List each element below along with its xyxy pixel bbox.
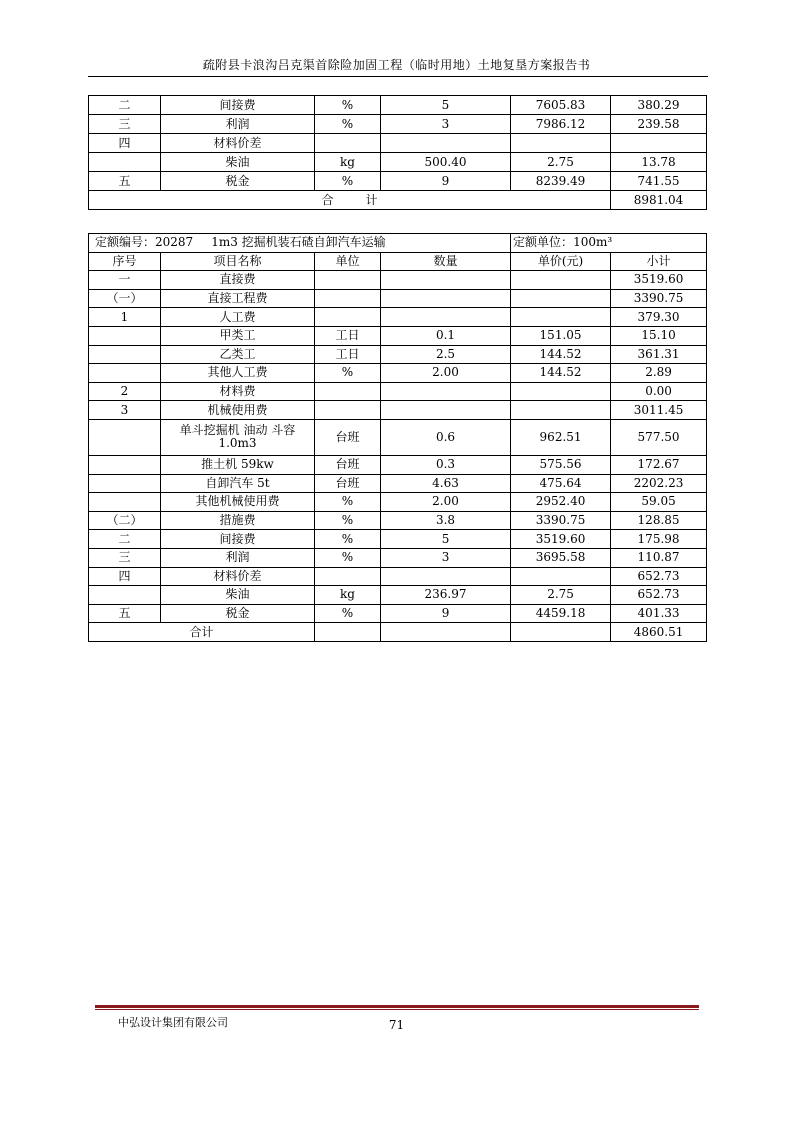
header-name: 项目名称 xyxy=(161,252,315,271)
cell-name: 单斗挖掘机 油动 斗容 1.0m3 xyxy=(161,419,315,455)
cell-qty: 5 xyxy=(381,96,511,115)
table-row xyxy=(89,326,707,345)
total-empty-qty xyxy=(381,623,511,642)
cell-name: 甲类工 xyxy=(161,326,315,345)
table-row xyxy=(89,511,707,530)
cell-subtotal: 110.87 xyxy=(611,548,707,567)
cell-name: 机械使用费 xyxy=(161,401,315,420)
table-row xyxy=(89,96,707,115)
cell-unit: % xyxy=(315,96,381,115)
cell-price: 151.05 xyxy=(511,326,611,345)
cell-seq: 三 xyxy=(89,115,161,134)
header-price: 单价(元) xyxy=(511,252,611,271)
cell-unit: % xyxy=(315,364,381,383)
cell-unit xyxy=(315,382,381,401)
cell-seq xyxy=(89,326,161,345)
cell-seq xyxy=(89,419,161,455)
cell-subtotal: 741.55 xyxy=(611,172,707,191)
cell-unit: 台班 xyxy=(315,474,381,493)
table-header-row xyxy=(89,252,707,271)
cell-subtotal: 175.98 xyxy=(611,530,707,549)
cell-price: 144.52 xyxy=(511,364,611,383)
cell-price: 575.56 xyxy=(511,455,611,474)
cell-subtotal: 361.31 xyxy=(611,345,707,364)
cell-subtotal: 3390.75 xyxy=(611,289,707,308)
table-row xyxy=(89,586,707,605)
cell-subtotal: 2.89 xyxy=(611,364,707,383)
table-row xyxy=(89,382,707,401)
cell-unit: kg xyxy=(315,586,381,605)
header-unit: 单位 xyxy=(315,252,381,271)
cell-name: 人工费 xyxy=(161,308,315,327)
cell-qty: 0.3 xyxy=(381,455,511,474)
cell-name: 材料价差 xyxy=(161,567,315,586)
cell-qty: 500.40 xyxy=(381,153,511,172)
cell-price: 8239.49 xyxy=(511,172,611,191)
table-row xyxy=(89,172,707,191)
cell-price: 3519.60 xyxy=(511,530,611,549)
cell-unit: % xyxy=(315,511,381,530)
cell-subtotal: 3011.45 xyxy=(611,401,707,420)
cell-subtotal: 13.78 xyxy=(611,153,707,172)
cell-name: 其他人工费 xyxy=(161,364,315,383)
table-row xyxy=(89,153,707,172)
cell-qty: 9 xyxy=(381,604,511,623)
cell-seq: 五 xyxy=(89,172,161,191)
page-header-title: 疏附县卡浪沟吕克渠首除险加固工程（临时用地）土地复垦方案报告书 xyxy=(202,58,591,72)
quota-info-row xyxy=(89,234,707,253)
footer-company-name: 中弘设计集团有限公司 xyxy=(118,1016,228,1029)
cell-unit: % xyxy=(315,115,381,134)
cell-qty: 0.1 xyxy=(381,326,511,345)
cell-unit: 工日 xyxy=(315,345,381,364)
header-qty: 数量 xyxy=(381,252,511,271)
cell-unit xyxy=(315,567,381,586)
cell-seq: 一 xyxy=(89,271,161,290)
cell-price xyxy=(511,271,611,290)
cell-subtotal: 3519.60 xyxy=(611,271,707,290)
cell-name: 间接费 xyxy=(161,96,315,115)
header-seq: 序号 xyxy=(89,252,161,271)
cell-seq: 四 xyxy=(89,567,161,586)
table-row xyxy=(89,548,707,567)
cell-name: 税金 xyxy=(161,172,315,191)
cell-seq: 三 xyxy=(89,548,161,567)
cell-unit: % xyxy=(315,530,381,549)
quota-info-cell xyxy=(89,234,511,253)
cell-seq: （一） xyxy=(89,289,161,308)
cell-name: 措施费 xyxy=(161,511,315,530)
cell-unit xyxy=(315,308,381,327)
total-empty-price xyxy=(511,623,611,642)
cell-seq xyxy=(89,586,161,605)
cell-price: 7605.83 xyxy=(511,96,611,115)
cell-unit: % xyxy=(315,172,381,191)
cell-price: 4459.18 xyxy=(511,604,611,623)
cell-subtotal: 59.05 xyxy=(611,493,707,512)
cell-subtotal: 239.58 xyxy=(611,115,707,134)
table-row xyxy=(89,345,707,364)
cell-seq xyxy=(89,455,161,474)
cell-name: 利润 xyxy=(161,548,315,567)
cell-qty xyxy=(381,567,511,586)
cell-subtotal: 380.29 xyxy=(611,96,707,115)
cell-name: 税金 xyxy=(161,604,315,623)
cell-name: 自卸汽车 5t xyxy=(161,474,315,493)
cell-name: 利润 xyxy=(161,115,315,134)
cell-name: 柴油 xyxy=(161,153,315,172)
cell-seq: 四 xyxy=(89,134,161,153)
cell-price xyxy=(511,401,611,420)
cell-qty xyxy=(381,401,511,420)
table-row xyxy=(89,604,707,623)
cell-subtotal: 652.73 xyxy=(611,567,707,586)
cell-subtotal: 0.00 xyxy=(611,382,707,401)
cell-price: 144.52 xyxy=(511,345,611,364)
cost-table-2 xyxy=(88,233,707,642)
cell-seq xyxy=(89,493,161,512)
cell-seq xyxy=(89,474,161,493)
cell-name: 材料费 xyxy=(161,382,315,401)
cell-subtotal xyxy=(611,134,707,153)
cell-price xyxy=(511,134,611,153)
header-divider xyxy=(88,76,708,77)
cell-price: 3695.58 xyxy=(511,548,611,567)
cell-unit xyxy=(315,134,381,153)
cell-qty xyxy=(381,382,511,401)
table-row xyxy=(89,289,707,308)
cell-subtotal: 379.30 xyxy=(611,308,707,327)
cell-qty: 3 xyxy=(381,548,511,567)
header-subtotal: 小计 xyxy=(611,252,707,271)
cell-unit: % xyxy=(315,604,381,623)
table-row xyxy=(89,271,707,290)
cell-qty xyxy=(381,289,511,308)
table-row xyxy=(89,419,707,455)
page-number: 71 xyxy=(388,1018,405,1032)
table-row xyxy=(89,134,707,153)
cell-name: 推土机 59kw xyxy=(161,455,315,474)
total-label-part1: 合 xyxy=(321,192,334,207)
cell-price xyxy=(511,308,611,327)
cell-price: 962.51 xyxy=(511,419,611,455)
cell-qty: 3 xyxy=(381,115,511,134)
cell-subtotal: 172.67 xyxy=(611,455,707,474)
cell-seq: 二 xyxy=(89,96,161,115)
cell-qty xyxy=(381,308,511,327)
cell-subtotal: 15.10 xyxy=(611,326,707,345)
cell-seq xyxy=(89,364,161,383)
cell-price: 475.64 xyxy=(511,474,611,493)
cell-qty: 4.63 xyxy=(381,474,511,493)
cell-seq: 2 xyxy=(89,382,161,401)
cell-unit: % xyxy=(315,493,381,512)
cell-unit xyxy=(315,289,381,308)
cell-subtotal: 652.73 xyxy=(611,586,707,605)
cell-name: 材料价差 xyxy=(161,134,315,153)
cell-unit: % xyxy=(315,548,381,567)
cell-subtotal: 128.85 xyxy=(611,511,707,530)
cell-qty: 2.5 xyxy=(381,345,511,364)
cell-subtotal: 577.50 xyxy=(611,419,707,455)
cell-seq: 1 xyxy=(89,308,161,327)
cell-seq: 3 xyxy=(89,401,161,420)
cell-qty xyxy=(381,134,511,153)
cost-table-1-body xyxy=(89,96,707,210)
cell-qty: 5 xyxy=(381,530,511,549)
cell-price xyxy=(511,382,611,401)
cost-table-2-body xyxy=(89,234,707,642)
cell-unit xyxy=(315,271,381,290)
cell-qty: 2.00 xyxy=(381,364,511,383)
total-empty-unit xyxy=(315,623,381,642)
cell-name: 乙类工 xyxy=(161,345,315,364)
total-value: 8981.04 xyxy=(611,191,707,210)
cell-subtotal: 2202.23 xyxy=(611,474,707,493)
cell-qty: 2.00 xyxy=(381,493,511,512)
total-label-cell xyxy=(89,191,611,210)
cell-qty: 3.8 xyxy=(381,511,511,530)
quota-label: 定额编号： xyxy=(95,235,156,250)
cell-seq xyxy=(89,345,161,364)
cell-seq xyxy=(89,153,161,172)
total-row xyxy=(89,191,707,210)
cell-seq: （二） xyxy=(89,511,161,530)
cell-qty xyxy=(381,271,511,290)
quota-number: 20287 xyxy=(155,235,194,250)
cell-name: 柴油 xyxy=(161,586,315,605)
table-row xyxy=(89,308,707,327)
total-value: 4860.51 xyxy=(611,623,707,642)
cell-price: 2952.40 xyxy=(511,493,611,512)
cell-price: 2.75 xyxy=(511,586,611,605)
cell-seq: 五 xyxy=(89,604,161,623)
cell-seq: 二 xyxy=(89,530,161,549)
table-row xyxy=(89,474,707,493)
table-row xyxy=(89,364,707,383)
footer-divider-thick xyxy=(95,1005,699,1008)
cell-unit: 台班 xyxy=(315,419,381,455)
cost-table-1 xyxy=(88,95,707,210)
table-row xyxy=(89,493,707,512)
quota-description: 1m3 挖掘机装石碴自卸汽车运输 xyxy=(211,235,386,250)
table-row xyxy=(89,455,707,474)
table-row xyxy=(89,401,707,420)
cell-qty: 236.97 xyxy=(381,586,511,605)
quota-unit-cell xyxy=(511,234,707,253)
total-row xyxy=(89,623,707,642)
quota-unit-label: 定额单位： xyxy=(513,235,574,250)
cell-subtotal: 401.33 xyxy=(611,604,707,623)
total-label-part2: 计 xyxy=(365,192,378,207)
cell-name: 间接费 xyxy=(161,530,315,549)
cell-name: 直接费 xyxy=(161,271,315,290)
table-row xyxy=(89,115,707,134)
quota-unit-value: 100m³ xyxy=(573,235,613,250)
cell-price xyxy=(511,567,611,586)
cell-unit xyxy=(315,401,381,420)
cell-unit: 工日 xyxy=(315,326,381,345)
total-label: 合计 xyxy=(89,623,315,642)
table-row xyxy=(89,530,707,549)
cell-unit: 台班 xyxy=(315,455,381,474)
table-row xyxy=(89,567,707,586)
cell-price: 3390.75 xyxy=(511,511,611,530)
cell-name: 直接工程费 xyxy=(161,289,315,308)
footer-divider-thin xyxy=(95,1009,699,1010)
cell-price: 7986.12 xyxy=(511,115,611,134)
cell-unit: kg xyxy=(315,153,381,172)
cell-qty: 0.6 xyxy=(381,419,511,455)
cell-price xyxy=(511,289,611,308)
cell-qty: 9 xyxy=(381,172,511,191)
cell-name: 其他机械使用费 xyxy=(161,493,315,512)
cell-price: 2.75 xyxy=(511,153,611,172)
